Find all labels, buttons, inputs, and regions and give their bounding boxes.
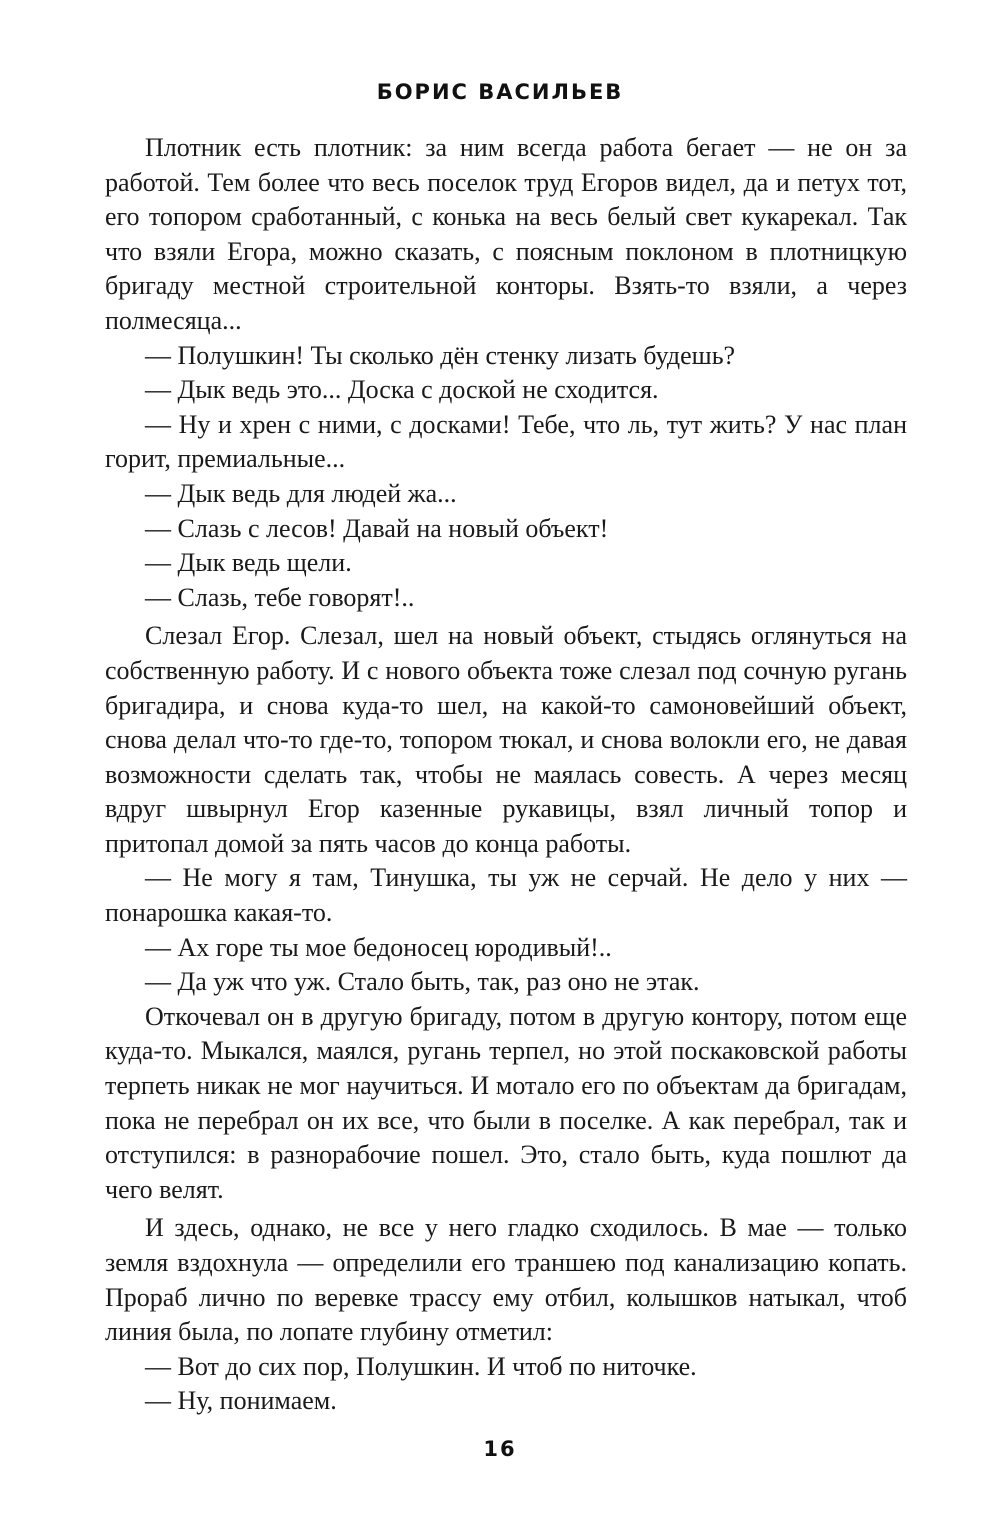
dialogue-line: — Слазь с лесов! Давай на новый объект! <box>145 513 609 543</box>
body-text <box>105 131 907 1419</box>
dialogue-line: — Ну, понимаем. <box>145 1386 337 1416</box>
dialogue-line: — Полушкин! Ты сколько дён стенку лизать будешь? <box>145 340 736 370</box>
dialogue-line: — Слазь, тебе говорят!.. <box>145 582 415 612</box>
dialogue-line: — Ах горе ты мое бедоносец юродивый!.. <box>145 932 612 962</box>
dialogue-line: — Дык ведь щели. <box>145 548 352 578</box>
dialogue-line: — Не могу я там, Тинушка, ты уж не серчай. Не дело у них — понарошка какая-то. <box>105 863 907 928</box>
running-head: БОРИС ВАСИЛЬЕВ <box>376 80 624 104</box>
paragraph: Слезал Егор. Слезал, шел на новый объект, стыдясь оглянуться на собственную работу. И с нового объекта тоже слезал под сочную ругань бригадира, и снова куда-то шел, на какой-то самоновейший объект, снова делал что-то где-то, топором тюкал, и снова волокли его, не давая возможности сделать так, чтобы не маялась совесть. А через месяц вдруг швырнул Егор казенные рукавицы, взял личный топор и притопал домой за пять часов до конца работы. <box>105 621 907 858</box>
paragraph: Откочевал он в другую бригаду, потом в другую контору, потом еще куда-то. Мыкался, маялся, ругань терпел, но этой поскаковской работы терпеть никак не мог научиться. И мотало его по объектам да бригадам, пока не перебрал он их все, что были в поселке. А как перебрал, так и отступился: в разнорабочие пошел. Это, стало быть, куда пошлют да чего велят. <box>105 1001 907 1204</box>
paragraph: Плотник есть плотник: за ним всегда работа бегает — не он за работой. Тем более что весь поселок труд Егоров видел, да и петух тот, его топором сработанный, с конька на весь белый свет кукарекал. Так что взяли Егора, можно сказать, с поясным поклоном в плотницкую бригаду местной строительной конторы. Взять-то взяли, а через полмесяца... <box>105 133 907 335</box>
dialogue-line: — Дык ведь это... Доска с доской не сходится. <box>145 375 659 405</box>
dialogue-line: — Вот до сих пор, Полушкин. И чтоб по ниточке. <box>145 1351 697 1381</box>
page-number: 16 <box>483 1437 517 1461</box>
dialogue-line: — Дык ведь для людей жа... <box>145 478 457 508</box>
dialogue-line: — Да уж что уж. Стало быть, так, раз оно не этак. <box>145 967 700 997</box>
dialogue-line: — Ну и хрен с ними, с досками! Тебе, что ль, тут жить? У нас план горит, премиальные... <box>105 409 907 474</box>
paragraph: И здесь, однако, не все у него гладко сходилось. В мае — только земля вздохнула — определили его траншею под канализацию копать. Прораб лично по веревке трассу ему отбил, колышков натыкал, чтоб линия была, по лопате глубину отметил: <box>105 1213 907 1347</box>
